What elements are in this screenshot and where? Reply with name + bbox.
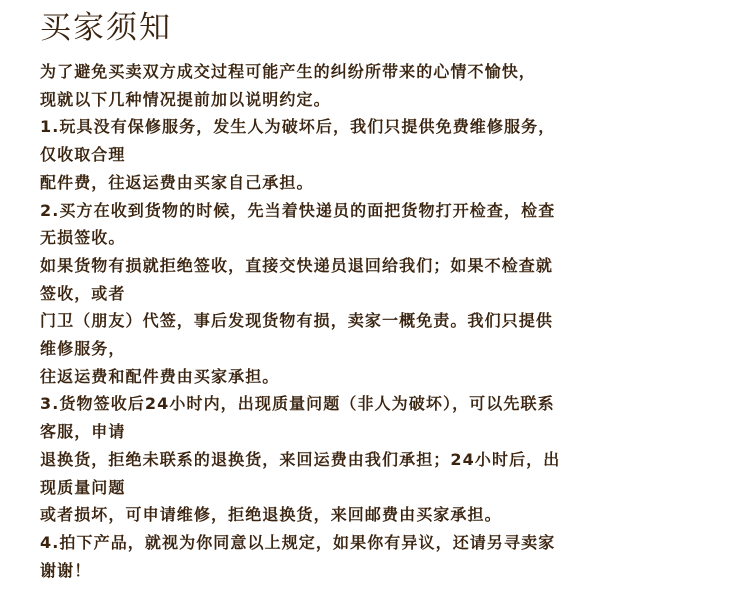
notice-line: 现质量问题 <box>40 477 126 497</box>
notice-line: 如果货物有损就拒绝签收，直接交快递员退回给我们；如果不检查就 <box>40 255 554 275</box>
notice-line: 往返运费和配件费由买家承担。 <box>40 366 280 386</box>
notice-line: 客服，申请 <box>40 422 126 442</box>
buyer-notice <box>40 10 740 584</box>
notice-body <box>40 58 740 584</box>
notice-line: 配件费，往返运费由买家自己承担。 <box>40 172 314 192</box>
notice-line: 2.买方在收到货物的时候，先当着快递员的面把货物打开检查，检查 <box>40 200 556 220</box>
notice-line: 4.拍下产品，就视为你同意以上规定，如果你有异议，还请另寻卖家 <box>40 532 556 552</box>
notice-line: 为了避免买卖双方成交过程可能产生的纠纷所带来的心情不愉快， <box>40 62 536 81</box>
notice-line: 3.货物签收后24小时内，出现质量问题（非人为破坏），可以先联系 <box>40 394 555 414</box>
notice-line: 或者损坏，可申请维修，拒绝退换货，来回邮费由买家承担。 <box>40 505 502 525</box>
notice-line: 谢谢！ <box>40 560 92 580</box>
notice-line: 1.玩具没有保修服务，发生人为破坏后，我们只提供免费维修服务， <box>40 117 556 137</box>
notice-line: 无损签收。 <box>40 228 126 248</box>
notice-line: 签收，或者 <box>40 283 126 303</box>
notice-line: 门卫（朋友）代签，事后发现货物有损，卖家一概免责。我们只提供 <box>40 311 554 331</box>
notice-line: 仅收取合理 <box>40 145 126 165</box>
notice-line: 维修服务， <box>40 339 126 359</box>
notice-title: 买家须知 <box>40 10 172 46</box>
notice-line: 现就以下几种情况提前加以说明约定。 <box>40 89 331 109</box>
notice-line: 退换货，拒绝未联系的退换货，来回运费由我们承担；24小时后，出 <box>40 449 561 469</box>
